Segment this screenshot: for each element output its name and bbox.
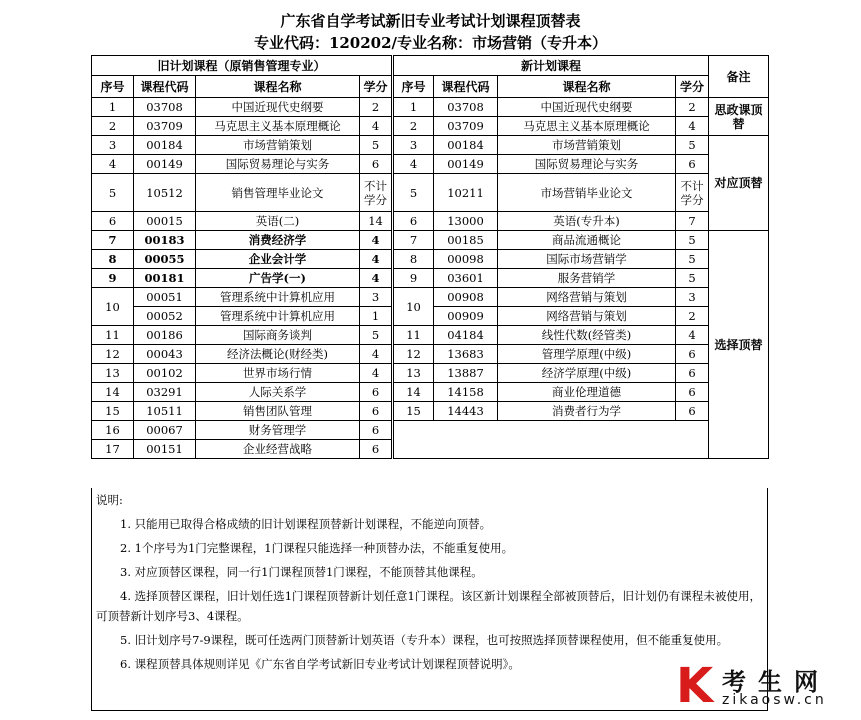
new-name: 消费者行为学: [498, 402, 676, 421]
new-seq: 2: [393, 117, 434, 136]
old-name: 广告学(一): [196, 269, 360, 288]
old-credit: 4: [360, 345, 393, 364]
old-seq: 3: [92, 136, 134, 155]
note-item: 1. 只能用已取得合格成绩的旧计划课程顶替新计划课程，不能逆向顶替。: [120, 517, 492, 531]
old-code: 00149: [134, 155, 196, 174]
new-credit: 6: [676, 364, 709, 383]
new-credit-header: 学分: [676, 76, 709, 98]
table-row: [92, 269, 769, 288]
old-code: 00183: [134, 231, 196, 250]
table-row: [92, 98, 769, 117]
new-credit: 5: [676, 231, 709, 250]
new-credit: 6: [676, 345, 709, 364]
old-credit: 6: [360, 383, 393, 402]
new-name-header: 课程名称: [498, 76, 676, 98]
replacement-table: [91, 55, 769, 459]
new-code: 04184: [434, 326, 498, 345]
old-name-header: 课程名称: [196, 76, 360, 98]
new-name: 马克思主义基本原理概论: [498, 117, 676, 136]
old-name: 英语(二): [196, 212, 360, 231]
new-name: 商业伦理道德: [498, 383, 676, 402]
table-row: [92, 421, 769, 440]
page-title: 广东省自学考试新旧专业考试计划课程顶替表: [280, 12, 581, 30]
new-code: 14158: [434, 383, 498, 402]
new-credit: 5: [676, 269, 709, 288]
new-name: 商品流通概论: [498, 231, 676, 250]
old-code: 00181: [134, 269, 196, 288]
new-code: 10211: [434, 174, 498, 212]
remark-header: 备注: [709, 56, 769, 98]
page-subtitle: 专业代码：120202/专业名称：市场营销（专升本）: [253, 34, 608, 52]
old-credit: 6: [360, 440, 393, 459]
old-code: 03709: [134, 117, 196, 136]
old-credit-header: 学分: [360, 76, 393, 98]
new-seq: 9: [393, 269, 434, 288]
remark-selective: 选择顶替: [709, 231, 769, 459]
old-name: 销售团队管理: [196, 402, 360, 421]
new-code: 13000: [434, 212, 498, 231]
note-item: 2. 1个序号为1门完整课程，1门课程只能选择一种顶替办法，不能重复使用。: [120, 541, 514, 555]
old-code: 00051: [134, 288, 196, 307]
new-code: 03708: [434, 98, 498, 117]
new-code: 03709: [434, 117, 498, 136]
old-seq-header: 序号: [92, 76, 134, 98]
new-seq: 4: [393, 155, 434, 174]
table-row: [92, 117, 769, 136]
note-item: 6. 课程顶替具体规则详见《广东省自学考试新旧专业考试计划课程顶替说明》。: [120, 657, 520, 671]
old-seq: 11: [92, 326, 134, 345]
old-code: 03708: [134, 98, 196, 117]
old-credit: 3: [360, 288, 393, 307]
new-credit: 2: [676, 98, 709, 117]
new-name: 网络营销与策划: [498, 307, 676, 326]
new-code: 00909: [434, 307, 498, 326]
new-code: 13887: [434, 364, 498, 383]
new-code: 00908: [434, 288, 498, 307]
note-item: 3. 对应顶替区课程，同一行1门课程顶替1门课程，不能顶替其他课程。: [120, 565, 483, 579]
old-name: 世界市场行情: [196, 364, 360, 383]
watermark-logo: [676, 660, 856, 716]
new-name: 服务营销学: [498, 269, 676, 288]
old-name: 国际商务谈判: [196, 326, 360, 345]
new-seq: 8: [393, 250, 434, 269]
table-row: [92, 231, 769, 250]
new-name: 市场营销策划: [498, 136, 676, 155]
old-code: 00151: [134, 440, 196, 459]
logo-k-icon: K: [676, 658, 714, 714]
old-code: 10511: [134, 402, 196, 421]
table-row: [92, 212, 769, 231]
old-code: 00015: [134, 212, 196, 231]
old-credit: 6: [360, 155, 393, 174]
old-credit: 6: [360, 421, 393, 440]
old-code: 00067: [134, 421, 196, 440]
new-code: 00184: [434, 136, 498, 155]
old-name: 企业会计学: [196, 250, 360, 269]
old-seq: 4: [92, 155, 134, 174]
old-seq: 17: [92, 440, 134, 459]
old-credit: 4: [360, 269, 393, 288]
old-seq: 10: [92, 288, 134, 326]
old-seq: 1: [92, 98, 134, 117]
new-credit: 6: [676, 383, 709, 402]
old-credit: 4: [360, 231, 393, 250]
new-credit: 5: [676, 136, 709, 155]
empty-cell: [393, 421, 709, 459]
old-name: 管理系统中计算机应用: [196, 307, 360, 326]
old-seq: 7: [92, 231, 134, 250]
table-row: [92, 174, 769, 212]
new-seq: 11: [393, 326, 434, 345]
old-credit: 4: [360, 364, 393, 383]
new-credit: 7: [676, 212, 709, 231]
new-seq: 14: [393, 383, 434, 402]
old-seq: 13: [92, 364, 134, 383]
notes-lead: 说明:: [96, 493, 123, 507]
old-credit: 5: [360, 136, 393, 155]
old-code: 00102: [134, 364, 196, 383]
new-name: 英语(专升本): [498, 212, 676, 231]
table-row: [92, 383, 769, 402]
table-row: [92, 345, 769, 364]
old-seq: 6: [92, 212, 134, 231]
old-name: 财务管理学: [196, 421, 360, 440]
table-row: [92, 288, 769, 307]
new-seq: 1: [393, 98, 434, 117]
old-seq: 14: [92, 383, 134, 402]
old-name: 中国近现代史纲要: [196, 98, 360, 117]
new-seq-header: 序号: [393, 76, 434, 98]
logo-text: 考生网: [722, 667, 830, 696]
new-code: 00098: [434, 250, 498, 269]
old-name: 管理系统中计算机应用: [196, 288, 360, 307]
new-seq: 6: [393, 212, 434, 231]
new-seq: 5: [393, 174, 434, 212]
old-code: 00052: [134, 307, 196, 326]
new-name: 网络营销与策划: [498, 288, 676, 307]
old-code: 00043: [134, 345, 196, 364]
old-code-header: 课程代码: [134, 76, 196, 98]
old-name: 销售管理毕业论文: [196, 174, 360, 212]
old-credit: 4: [360, 250, 393, 269]
new-seq: 15: [393, 402, 434, 421]
old-seq: 2: [92, 117, 134, 136]
new-credit: 2: [676, 307, 709, 326]
new-credit: 4: [676, 326, 709, 345]
old-code: 00186: [134, 326, 196, 345]
old-credit: 4: [360, 117, 393, 136]
remark-corresponding: 对应顶替: [709, 136, 769, 231]
new-code: 03601: [434, 269, 498, 288]
new-name: 国际市场营销学: [498, 250, 676, 269]
new-code: 13683: [434, 345, 498, 364]
new-seq: 10: [393, 288, 434, 326]
new-name: 国际贸易理论与实务: [498, 155, 676, 174]
old-name: 消费经济学: [196, 231, 360, 250]
table-row: [92, 402, 769, 421]
old-code: 00184: [134, 136, 196, 155]
note-item: 5. 旧计划序号7-9课程，既可任选两门顶替新计划英语（专升本）课程，也可按照选择顶替课程使用，但不能重复使用。: [120, 633, 729, 647]
new-name: 中国近现代史纲要: [498, 98, 676, 117]
old-credit: 5: [360, 326, 393, 345]
old-seq: 16: [92, 421, 134, 440]
old-name: 人际关系学: [196, 383, 360, 402]
new-seq: 13: [393, 364, 434, 383]
new-name: 线性代数(经管类): [498, 326, 676, 345]
new-name: 市场营销毕业论文: [498, 174, 676, 212]
old-seq: 15: [92, 402, 134, 421]
old-credit: 不计学分: [360, 174, 393, 212]
new-plan-header: 新计划课程: [393, 56, 709, 76]
new-code: 14443: [434, 402, 498, 421]
old-credit: 6: [360, 402, 393, 421]
new-code-header: 课程代码: [434, 76, 498, 98]
old-credit: 2: [360, 98, 393, 117]
old-credit: 1: [360, 307, 393, 326]
new-credit: 不计学分: [676, 174, 709, 212]
new-name: 经济学原理(中级): [498, 364, 676, 383]
old-seq: 9: [92, 269, 134, 288]
new-seq: 3: [393, 136, 434, 155]
old-code: 03291: [134, 383, 196, 402]
new-name: 管理学原理(中级): [498, 345, 676, 364]
old-name: 马克思主义基本原理概论: [196, 117, 360, 136]
new-code: 00185: [434, 231, 498, 250]
table-row: [92, 326, 769, 345]
table-row: [92, 364, 769, 383]
remark-ideology: 思政课顶替: [709, 98, 769, 136]
note-item: 4. 选择顶替区课程，旧计划任选1门课程顶替新计划任意1门课程。该区新计划课程全部被顶替后，旧计划仍有课程未被使用，可顶替新计划序号3、4课程。: [96, 589, 761, 623]
old-seq: 5: [92, 174, 134, 212]
new-credit: 6: [676, 155, 709, 174]
logo-url: zikaosw.cn: [722, 692, 827, 708]
table-row: [92, 136, 769, 155]
new-code: 00149: [434, 155, 498, 174]
old-name: 企业经营战略: [196, 440, 360, 459]
old-name: 国际贸易理论与实务: [196, 155, 360, 174]
new-credit: 4: [676, 117, 709, 136]
table-row: [92, 250, 769, 269]
new-credit: 5: [676, 250, 709, 269]
old-seq: 12: [92, 345, 134, 364]
new-credit: 3: [676, 288, 709, 307]
old-code: 00055: [134, 250, 196, 269]
old-credit: 14: [360, 212, 393, 231]
old-seq: 8: [92, 250, 134, 269]
table-row: [92, 155, 769, 174]
notes-section: [91, 488, 768, 714]
old-name: 经济法概论(财经类): [196, 345, 360, 364]
old-name: 市场营销策划: [196, 136, 360, 155]
new-credit: 6: [676, 402, 709, 421]
new-seq: 12: [393, 345, 434, 364]
old-plan-header: 旧计划课程（原销售管理专业）: [92, 56, 393, 76]
old-code: 10512: [134, 174, 196, 212]
new-seq: 7: [393, 231, 434, 250]
